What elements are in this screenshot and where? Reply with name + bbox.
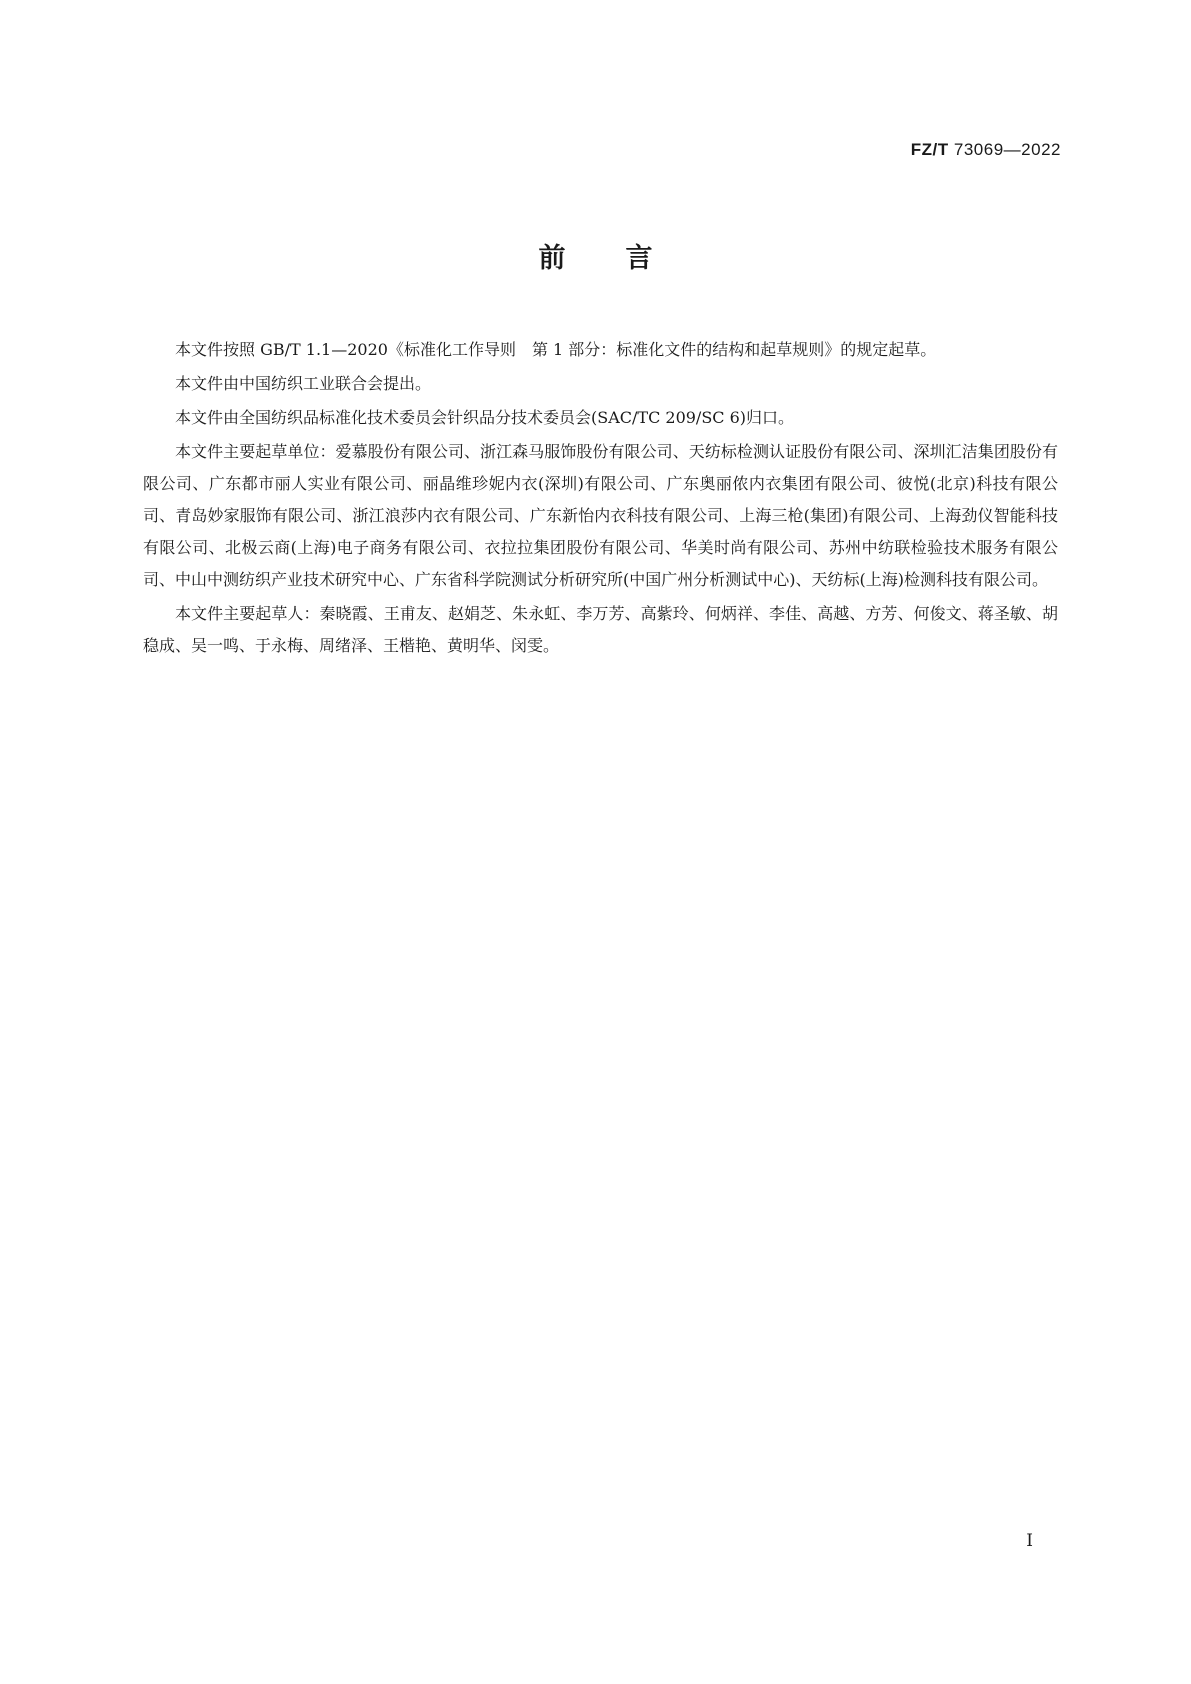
paragraph-drafters: 本文件主要起草人：秦晓霞、王甫友、赵娟芝、朱永虹、李万芳、高紫玲、何炳祥、李佳、高越、方芳、何俊文、蒋圣敏、胡稳成、吴一鸣、于永梅、周绪泽、王楷艳、黄明华、闵雯。 [143, 604, 1058, 655]
page-title-char-1: 前 [538, 243, 566, 274]
standard-code-number: 73069—2022 [948, 140, 1061, 159]
page-title-char-2: 言 [625, 243, 653, 274]
paragraph-centralized-by: 本文件由全国纺织品标准化技术委员会针织品分技术委员会(SAC/TC 209/SC 6)归口。 [175, 408, 795, 427]
page-number: I [1026, 1531, 1033, 1551]
paragraph-drafting-rules: 本文件按照 GB/T 1.1—2020《标准化工作导则 第 1 部分：标准化文件的结构和起草规则》的规定起草。 [175, 340, 937, 359]
paragraph-proposed-by: 本文件由中国纺织工业联合会提出。 [175, 374, 432, 393]
page-title [0, 236, 1191, 275]
foreword-body [143, 334, 1058, 664]
standard-code-prefix: FZ/T [910, 140, 949, 159]
standard-code [911, 140, 1061, 160]
paragraph-drafting-units: 本文件主要起草单位：爱慕股份有限公司、浙江森马服饰股份有限公司、天纺标检测认证股份有限公司、深圳汇洁集团股份有限公司、广东都市丽人实业有限公司、丽晶维珍妮内衣(深圳)有限公司、广东奥丽侬内衣集团有限公司、彼悦(北京)科技有限公司、青岛妙家服饰有限公司、浙江浪莎内衣有限公司、广东新怡内衣科技有限公司、上海三枪(集团)有限公司、上海劲仪智能科技有限公司、北极云商(上海)电子商务有限公司、衣拉拉集团股份有限公司、华美时尚有限公司、苏州中纺联检验技术服务有限公司、中山中测纺织产业技术研究中心、广东省科学院测试分析研究所(中国广州分析测试中心)、天纺标(上海)检测科技有限公司。 [143, 442, 1058, 589]
